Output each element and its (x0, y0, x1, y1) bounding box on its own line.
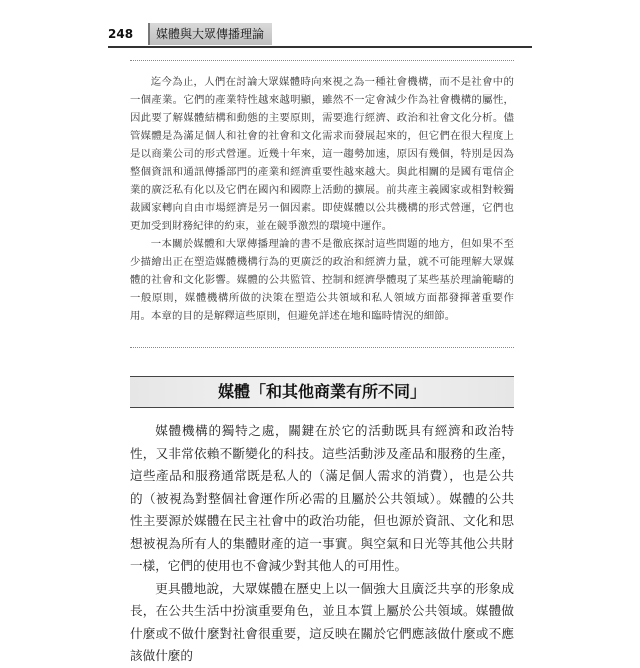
body-paragraph: 更具體地說，大眾媒體在歷史上以一個強大且廣泛共享的形象成長，在公共生活中扮演重要角色，並且本質上屬於公共領域。媒體做什麼或不做什麼對社會很重要，這反映在關於它們應該做什麼或不應該做什麼的 (130, 580, 514, 663)
intro-paragraph: 一本關於媒體和大眾傳播理論的書不是徹底探討這些問題的地方，但如果不至少描繪出正在塑造媒體機構行為的更廣泛的政治和經濟力量，就不可能理解大眾媒體的社會和文化影響。媒體的公共監管、控制和經濟學體現了某些基於理論範疇的一般原則，媒體機構所做的決策在塑造公共領域和私人領域方面都發揮著重要作用。本章的目的是解釋這些原則，但避免詳述在地和臨時情況的細節。 (130, 238, 514, 322)
body-text (130, 420, 514, 668)
running-title: 媒體與大眾傳播理論 (148, 23, 272, 45)
section-heading: 媒體「和其他商業有所不同」 (130, 376, 514, 408)
page-header (108, 22, 532, 48)
body-paragraph: 媒體機構的獨特之處，關鍵在於它的活動既具有經濟和政治特性，又非常依賴不斷變化的科技。這些活動涉及產品和服務的生產，這些產品和服務通常既是私人的（滿足個人需求的消費），也是公共的（被視為對整個社會運作所必需的且屬於公共領域）。媒體的公共性主要源於媒體在民主社會中的政治功能，但也源於資訊、文化和思想被視為所有人的集體財產的這一事實。與空氣和日光等其他公共財一樣，它們的使用也不會減少對其他人的可用性。 (130, 423, 514, 573)
header-rule (108, 46, 532, 48)
chapter-intro-box (130, 60, 514, 348)
intro-paragraph: 迄今為止，人們在討論大眾媒體時向來視之為一種社會機構，而不是社會中的一個產業。它們的產業特性越來越明顯，雖然不一定會減少作為社會機構的屬性，因此要了解媒體結構和動態的主要原則，需要進行經濟、政治和社會文化分析。儘管媒體是為滿足個人和社會的社會和文化需求而發展起來的，但它們在很大程度上是以商業公司的形式營運。近幾十年來，這一趨勢加速，原因有幾個，特別是因為整個資訊和通訊傳播部門的產業和經濟重要性越來越大。與此相關的是國有電信企業的廣泛私有化以及它們在國內和國際上活動的擴展。前共產主義國家或相對較獨裁國家轉向自由市場經濟是另一個因素。即使媒體以公共機構的形式營運，它們也更加受到財務紀律的約束，並在競爭激烈的環境中運作。 (130, 76, 514, 232)
page-number: 248 (108, 27, 134, 41)
